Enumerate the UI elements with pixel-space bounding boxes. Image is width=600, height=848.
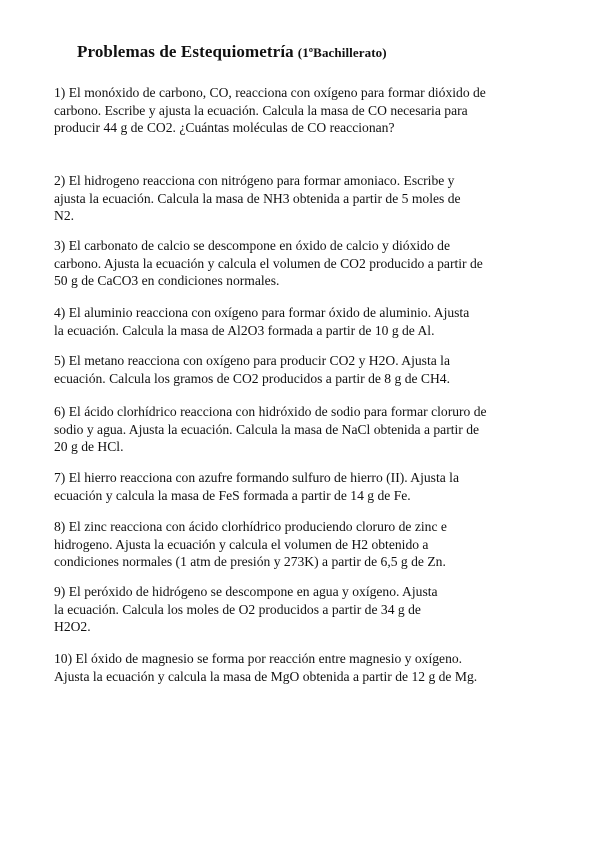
page-title — [77, 42, 387, 62]
problem-5 — [54, 352, 554, 387]
problem-line: 2) El hidrogeno reacciona con nitrógeno para formar amoniaco. Escribe y — [54, 173, 455, 188]
problem-line: Ajusta la ecuación y calcula la masa de MgO obtenida a partir de 12 g de Mg. — [54, 668, 478, 684]
problem-10 — [54, 650, 554, 685]
problem-line: la ecuación. Calcula los moles de O2 producidos a partir de 34 g de — [54, 601, 421, 617]
problem-line: 3) El carbonato de calcio se descompone en óxido de calcio y dióxido de — [54, 238, 450, 253]
problem-4 — [54, 304, 554, 339]
problem-line: la ecuación. Calcula la masa de Al2O3 formada a partir de 10 g de Al. — [54, 322, 435, 338]
problem-line: 6) El ácido clorhídrico reacciona con hidróxido de sodio para formar cloruro de — [54, 404, 487, 419]
problem-line: ecuación. Calcula los gramos de CO2 producidos a partir de 8 g de CH4. — [54, 370, 451, 386]
problem-line: 7) El hierro reacciona con azufre formando sulfuro de hierro (II). Ajusta la — [54, 470, 459, 485]
problem-line: 9) El peróxido de hidrógeno se descompone en agua y oxígeno. Ajusta — [54, 584, 438, 599]
problem-line: 5) El metano reacciona con oxígeno para producir CO2 y H2O. Ajusta la — [54, 353, 450, 368]
problem-7 — [54, 469, 554, 504]
problem-2 — [54, 172, 554, 225]
problem-line: 8) El zinc reacciona con ácido clorhídrico produciendo cloruro de zinc e — [54, 519, 447, 534]
problem-line: carbono. Ajusta la ecuación y calcula el volumen de CO2 producido a partir de — [54, 255, 483, 271]
problem-line: ajusta la ecuación. Calcula la masa de NH3 obtenida a partir de 5 moles de — [54, 190, 461, 206]
problem-6 — [54, 403, 554, 456]
problem-line: 50 g de CaCO3 en condiciones normales. — [54, 273, 280, 288]
problem-3 — [54, 237, 554, 290]
problem-line: H2O2. — [54, 619, 91, 634]
problem-line: 1) El monóxido de carbono, CO, reacciona con oxígeno para formar dióxido de — [54, 85, 486, 100]
problem-line: N2. — [54, 208, 75, 223]
problem-line: ecuación y calcula la masa de FeS formada a partir de 14 g de Fe. — [54, 487, 411, 503]
problem-line: hidrogeno. Ajusta la ecuación y calcula el volumen de H2 obtenido a — [54, 536, 429, 552]
problem-line: condiciones normales (1 atm de presión y 273K) a partir de 6,5 g de Zn. — [54, 554, 446, 569]
problem-line: 20 g de HCl. — [54, 439, 124, 454]
problem-line: carbono. Escribe y ajusta la ecuación. Calcula la masa de CO necesaria para — [54, 102, 468, 118]
problem-line: 4) El aluminio reacciona con oxígeno para formar óxido de aluminio. Ajusta — [54, 305, 470, 320]
problem-line: sodio y agua. Ajusta la ecuación. Calcula la masa de NaCl obtenida a partir de — [54, 421, 480, 437]
problem-1 — [54, 84, 554, 137]
title-text: Problemas de Estequiometría — [77, 42, 294, 61]
title-level: (1ºBachillerato) — [297, 45, 387, 60]
problem-line: producir 44 g de CO2. ¿Cuántas moléculas de CO reaccionan? — [54, 120, 395, 135]
problem-8 — [54, 518, 554, 571]
problem-line: 10) El óxido de magnesio se forma por reacción entre magnesio y oxígeno. — [54, 651, 463, 666]
problem-9 — [54, 583, 554, 636]
